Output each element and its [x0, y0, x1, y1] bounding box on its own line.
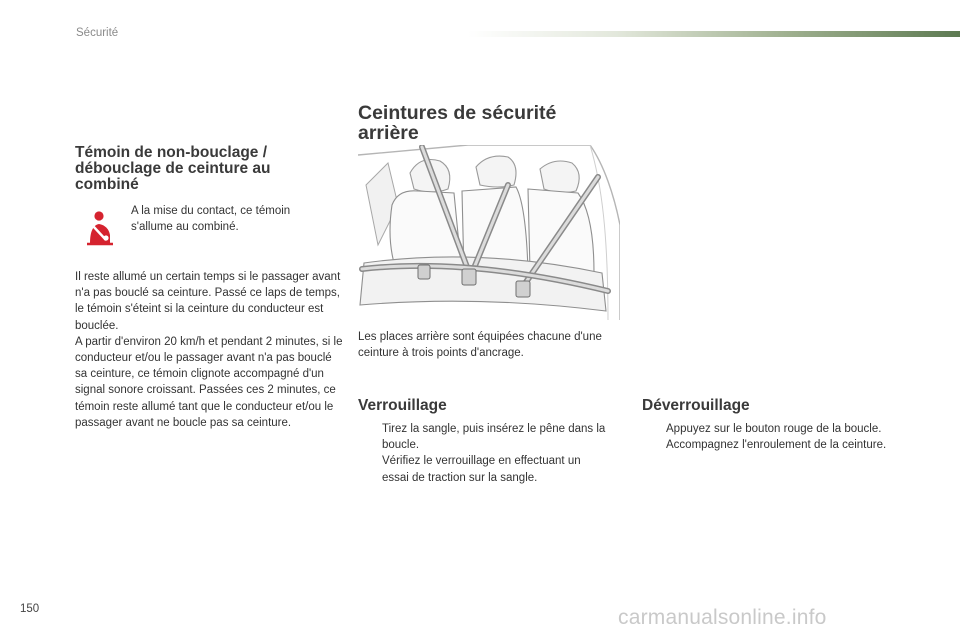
list-item [358, 421, 610, 453]
seatbelt-warning-icon [84, 210, 116, 246]
warning-description [75, 269, 343, 431]
list-item [642, 437, 932, 453]
page-number: 150 [20, 603, 40, 615]
warning-light-heading: Témoin de non-bouclage / débouclage de ceinture au combiné [75, 144, 271, 193]
rear-belts-caption: Les places arrière sont équipées chacune d'une ceinture à trois points d'ancrage. [358, 331, 602, 360]
warning-intro-text: A la mise du contact, ce témoin s'allume au combiné. [131, 205, 291, 234]
description-paragraph-1: Il reste allumé un certain temps si le passager avant n'a pas bouclé sa ceinture. Passé ce laps de temps, le témoin s'éteint si la ceinture du conducteur est bouclée. [75, 271, 341, 332]
rear-seat-belts-illustration [358, 145, 620, 320]
header-gradient-bar [468, 31, 960, 37]
section-label: Sécurité [76, 27, 119, 39]
unlocking-heading: Déverrouillage [642, 397, 750, 414]
unlocking-step-2: Accompagnez l'enroulement de la ceinture. [666, 439, 887, 452]
locking-steps [358, 421, 610, 486]
rear-belts-heading: Ceintures de sécurité arrière [358, 102, 557, 144]
locking-step-2: Vérifiez le verrouillage en effectuant un essai de traction sur la sangle. [382, 455, 581, 484]
watermark: carmanualsonline.info [618, 606, 827, 629]
list-item [358, 453, 610, 485]
description-paragraph-2: A partir d'environ 20 km/h et pendant 2 minutes, si le conducteur et/ou le passager avant n'a pas bouclé sa ceinture, ce témoin clignote accompagné d'un signal sonore croissant. Passées ces 2 minutes, ce témoin reste allumé tant que le conducteur et/ou le passager avant ne boucle pas sa ceinture. [75, 335, 343, 429]
locking-heading: Verrouillage [358, 397, 447, 414]
locking-step-1: Tirez la sangle, puis insérez le pêne dans la boucle. [382, 423, 606, 452]
unlocking-steps [642, 421, 932, 453]
unlocking-step-1: Appuyez sur le bouton rouge de la boucle. [666, 423, 882, 435]
list-item [642, 421, 932, 437]
